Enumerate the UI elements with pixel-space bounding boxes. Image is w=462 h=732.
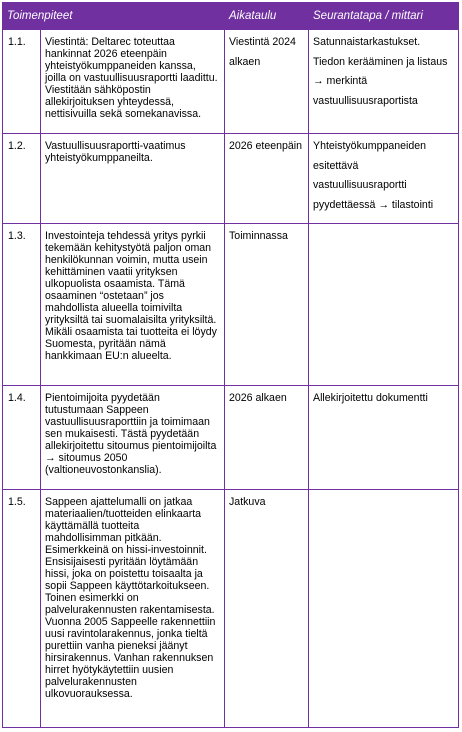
table-row xyxy=(3,134,459,224)
table-row xyxy=(3,30,459,134)
row-schedule: Jatkuva xyxy=(225,490,309,728)
table-row xyxy=(3,224,459,386)
row-schedule: 2026 alkaen xyxy=(225,386,309,490)
measures-table xyxy=(2,2,459,728)
row-followup xyxy=(309,224,459,386)
row-number: 1.1. xyxy=(3,30,41,134)
row-schedule: Viestintä 2024 alkaen xyxy=(225,30,309,134)
row-followup xyxy=(309,490,459,728)
row-description: Investointeja tehdessä yritys pyrkii tekemään kehitystyötä paljon oman henkilökunnan voimin, mutta usein kehittäminen vaatii yrityksen ulkopuolista osaamista. Tämä osaaminen “ostetaan” jos mahdollista alueella toimivilta yrityksiltä tai suomalaisilta yrityksiltä. Mikäli osaamista tai tuotteita ei löydy Suomesta, pyritään nämä hankkimaan EU:n alueelta. xyxy=(41,224,225,386)
row-description: Sappeen ajattelumalli on jatkaa materiaalien/tuotteiden elinkaarta käyttämällä tuotteita mahdollisimman pitkään. Esimerkkeinä on hissi-investoinnit. Ensisijaisesti pyritään löytämään hissi, joka on poistettu toisaalta ja sopii Sappeen käyttötarkoitukseen. Toinen esimerkki on palvelurakennusten rakentamisesta. Vuonna 2005 Sappeelle rakennettiin uusi ravintolarakennus, jonka tieltä purettiin vanha pieneksi jäänyt hirsirakennus. Vanhan rakennuksen hirret hyötykäytettiin uusien palvelurakennusten ulkovuorauksessa. xyxy=(41,490,225,728)
table-header-row xyxy=(3,3,459,30)
row-number: 1.5. xyxy=(3,490,41,728)
row-followup: Yhteistyökumppaneiden esitettävä vastuullisuusraportti pyydettäessä → tilastointi xyxy=(309,134,459,224)
row-schedule: Toiminnassa xyxy=(225,224,309,386)
row-description: Pientoimijoita pyydetään tutustumaan Sappeen vastuullisuusraporttiin ja toimimaan sen mukaisesti. Tästä pyydetään allekirjoitettu sitoumus pientoimijoilta → sitoumus 2050 (valtioneuvostonkanslia). xyxy=(41,386,225,490)
row-number: 1.2. xyxy=(3,134,41,224)
header-schedule: Aikataulu xyxy=(225,3,309,30)
row-followup: Satunnaistarkastukset. Tiedon kerääminen ja listaus → merkintä vastuullisuusraportista xyxy=(309,30,459,134)
row-description: Vastuullisuusraportti-vaatimus yhteistyökumppaneilta. xyxy=(41,134,225,224)
table-row xyxy=(3,490,459,728)
header-followup: Seurantatapa / mittari xyxy=(309,3,459,30)
table-row xyxy=(3,386,459,490)
row-description: Viestintä: Deltarec toteuttaa hankinnat 2026 eteenpäin yhteistyökumppaneiden kanssa, joilla on vastuullisuusraportti laadittu. Viestitään sähköpostin allekirjoituksen yhteydessä, nettisivuilla sekä somekanavissa. xyxy=(41,30,225,134)
header-measures: Toimenpiteet xyxy=(3,3,225,30)
row-number: 1.3. xyxy=(3,224,41,386)
row-schedule: 2026 eteenpäin xyxy=(225,134,309,224)
row-followup: Allekirjoitettu dokumentti xyxy=(309,386,459,490)
row-number: 1.4. xyxy=(3,386,41,490)
